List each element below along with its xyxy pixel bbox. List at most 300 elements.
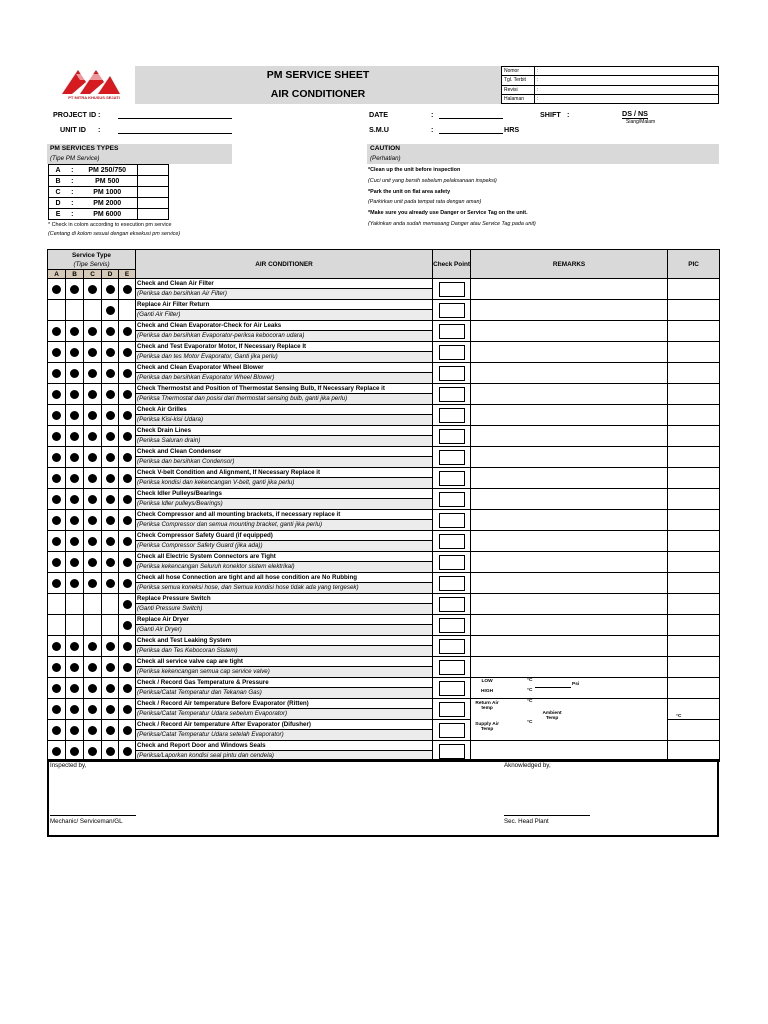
doc-info-value[interactable]: : bbox=[535, 67, 719, 76]
item-label-id: (Periksa/Catat Temperatur Udara setelah Evaporator) bbox=[136, 730, 432, 740]
service-dot-cell bbox=[66, 615, 84, 636]
service-dot-cell bbox=[119, 510, 136, 531]
required-dot-icon bbox=[70, 453, 79, 462]
shift-label: SHIFT bbox=[540, 110, 561, 119]
doc-info-value[interactable]: : bbox=[535, 94, 719, 103]
item-label: Check V-belt Condition and Alignment, If Necessary Replace it bbox=[136, 468, 432, 478]
service-dot-cell bbox=[119, 405, 136, 426]
pm-type-name: PM 250/750 bbox=[77, 165, 137, 176]
service-dot-cell bbox=[48, 531, 66, 552]
page-title: PM SERVICE SHEET bbox=[266, 69, 370, 81]
item-description bbox=[136, 636, 433, 657]
required-dot-icon bbox=[70, 285, 79, 294]
required-dot-icon bbox=[52, 495, 61, 504]
service-dot-cell bbox=[66, 447, 84, 468]
service-dot-cell bbox=[84, 363, 102, 384]
pic-cell[interactable] bbox=[668, 405, 720, 426]
pm-type-row bbox=[49, 176, 169, 187]
required-dot-icon bbox=[106, 579, 115, 588]
service-dot-cell bbox=[84, 720, 102, 741]
item-label: Check and Clean Evaporator Wheel Blower bbox=[136, 363, 432, 373]
item-label-id: (Periksa Saluran drain) bbox=[136, 436, 432, 446]
remarks-cell[interactable] bbox=[471, 279, 668, 300]
pic-cell[interactable] bbox=[668, 594, 720, 615]
item-description bbox=[136, 573, 433, 594]
required-dot-icon bbox=[70, 663, 79, 672]
table-row bbox=[48, 531, 720, 552]
colon: : bbox=[431, 125, 434, 134]
table-row bbox=[48, 657, 720, 678]
item-label-id: (Ganti Air Dryer) bbox=[136, 625, 432, 635]
item-label: Check and Test Evaporator Motor, If Necessary Replace It bbox=[136, 342, 432, 352]
item-label-id: (Periksa/Catat Temperatur Udara sebelum Evaporator) bbox=[136, 709, 432, 719]
service-dot-cell bbox=[48, 321, 66, 342]
service-dot-cell bbox=[119, 384, 136, 405]
check-point-cell bbox=[433, 342, 471, 363]
service-dot-cell bbox=[102, 594, 119, 615]
item-label: Check Air Grilles bbox=[136, 405, 432, 415]
service-dot-cell bbox=[119, 720, 136, 741]
required-dot-icon bbox=[123, 747, 132, 756]
service-dot-cell bbox=[102, 552, 119, 573]
item-label-id: (Periksa dan Tes Kebocoran Sistem) bbox=[136, 646, 432, 656]
required-dot-icon bbox=[52, 579, 61, 588]
required-dot-icon bbox=[106, 348, 115, 357]
signature-box bbox=[47, 759, 719, 837]
required-dot-icon bbox=[88, 537, 97, 546]
table-row bbox=[48, 426, 720, 447]
required-dot-icon bbox=[106, 411, 115, 420]
service-dot-cell bbox=[119, 321, 136, 342]
item-description bbox=[136, 426, 433, 447]
smu-field[interactable] bbox=[439, 125, 503, 134]
head-signature-line[interactable] bbox=[504, 815, 590, 816]
item-label: Check and Clean Air Filter bbox=[136, 279, 432, 289]
pic-cell[interactable] bbox=[668, 489, 720, 510]
remarks-cell[interactable] bbox=[471, 552, 668, 573]
pm-type-sep: : bbox=[67, 209, 77, 220]
required-dot-icon bbox=[70, 684, 79, 693]
check-point-box[interactable] bbox=[439, 639, 465, 654]
service-dot-cell bbox=[119, 594, 136, 615]
service-dot-cell bbox=[84, 636, 102, 657]
pic-cell[interactable] bbox=[668, 342, 720, 363]
pm-type-check[interactable] bbox=[137, 198, 168, 209]
required-dot-icon bbox=[106, 369, 115, 378]
required-dot-icon bbox=[123, 348, 132, 357]
required-dot-icon bbox=[123, 642, 132, 651]
pic-cell[interactable] bbox=[668, 426, 720, 447]
required-dot-icon bbox=[70, 432, 79, 441]
check-point-box[interactable] bbox=[439, 387, 465, 402]
service-dot-cell bbox=[102, 573, 119, 594]
service-dot-cell bbox=[84, 573, 102, 594]
item-label-id: (Periksa dan bersihkan Air Filter) bbox=[136, 289, 432, 299]
unit-id-field[interactable] bbox=[118, 125, 232, 134]
item-description bbox=[136, 279, 433, 300]
item-description bbox=[136, 531, 433, 552]
head-label: Sec. Head Plant bbox=[504, 818, 549, 825]
pic-cell[interactable] bbox=[668, 657, 720, 678]
check-point-box[interactable] bbox=[439, 366, 465, 381]
required-dot-icon bbox=[52, 726, 61, 735]
item-label-id: (Periksa/Catat Temperatur dan Tekanan Gas) bbox=[136, 688, 432, 698]
check-point-cell bbox=[433, 594, 471, 615]
remarks-cell[interactable] bbox=[471, 489, 668, 510]
check-point-box[interactable] bbox=[439, 513, 465, 528]
remarks-header: REMARKS bbox=[471, 250, 668, 279]
required-dot-icon bbox=[52, 537, 61, 546]
item-description bbox=[136, 342, 433, 363]
item-label-id: (Periksa dan bersihkan Condensor) bbox=[136, 457, 432, 467]
check-point-cell bbox=[433, 447, 471, 468]
item-label: Check and Test Leaking System bbox=[136, 636, 432, 646]
required-dot-icon bbox=[88, 369, 97, 378]
required-dot-icon bbox=[123, 600, 132, 609]
table-row bbox=[48, 594, 720, 615]
service-dot-cell bbox=[102, 363, 119, 384]
pic-cell[interactable] bbox=[668, 510, 720, 531]
pm-type-check[interactable] bbox=[137, 165, 168, 176]
service-dot-cell bbox=[66, 300, 84, 321]
remarks-cell[interactable] bbox=[471, 405, 668, 426]
required-dot-icon bbox=[88, 558, 97, 567]
pic-cell[interactable] bbox=[668, 720, 720, 741]
check-point-box[interactable] bbox=[439, 597, 465, 612]
service-dot-cell bbox=[84, 510, 102, 531]
pic-cell[interactable] bbox=[668, 300, 720, 321]
check-point-cell bbox=[433, 678, 471, 699]
service-dot-cell bbox=[102, 678, 119, 699]
required-dot-icon bbox=[123, 537, 132, 546]
pm-types-title: PM SERVICES TYPES bbox=[47, 144, 232, 154]
service-dot-cell bbox=[119, 342, 136, 363]
service-dot-cell bbox=[119, 447, 136, 468]
required-dot-icon bbox=[88, 453, 97, 462]
required-dot-icon bbox=[52, 348, 61, 357]
item-label-id: (Periksa Compressor Safety Guard (jika ada)) bbox=[136, 541, 432, 551]
item-description bbox=[136, 363, 433, 384]
required-dot-icon bbox=[88, 348, 97, 357]
pm-type-name: PM 2000 bbox=[77, 198, 137, 209]
item-description bbox=[136, 489, 433, 510]
required-dot-icon bbox=[123, 705, 132, 714]
pic-header: PIC bbox=[668, 250, 720, 279]
remarks-cell[interactable] bbox=[471, 678, 668, 699]
service-dot-cell bbox=[84, 531, 102, 552]
required-dot-icon bbox=[52, 411, 61, 420]
pic-cell[interactable] bbox=[668, 678, 720, 699]
unit-c: °C bbox=[527, 720, 533, 725]
project-id-label: PROJECT ID bbox=[53, 110, 97, 119]
table-row bbox=[48, 615, 720, 636]
service-dot-cell bbox=[102, 510, 119, 531]
service-dot-cell bbox=[66, 384, 84, 405]
remarks-cell[interactable] bbox=[471, 573, 668, 594]
item-label: Check / Record Gas Temperature & Pressure bbox=[136, 678, 432, 688]
check-point-box[interactable] bbox=[439, 471, 465, 486]
required-dot-icon bbox=[70, 579, 79, 588]
pic-cell[interactable] bbox=[668, 636, 720, 657]
required-dot-icon bbox=[52, 390, 61, 399]
remarks-cell[interactable] bbox=[471, 300, 668, 321]
item-label: Check all service valve cap are tight bbox=[136, 657, 432, 667]
required-dot-icon bbox=[70, 411, 79, 420]
remarks-cell[interactable] bbox=[471, 636, 668, 657]
pm-types-note-id: (Centang di kolom sesuai dengan eksekusi pm service) bbox=[48, 231, 181, 237]
check-point-box[interactable] bbox=[439, 660, 465, 675]
high-label: HIGH bbox=[481, 689, 494, 694]
check-point-box[interactable] bbox=[439, 681, 465, 696]
pm-types-table bbox=[48, 164, 169, 220]
service-dot-cell bbox=[66, 426, 84, 447]
remarks-cell[interactable] bbox=[471, 699, 682, 741]
check-point-cell bbox=[433, 426, 471, 447]
required-dot-icon bbox=[70, 369, 79, 378]
item-label-id: (Periksa dan bersihkan Evaporator Wheel Blower) bbox=[136, 373, 432, 383]
psi-label: Psi bbox=[572, 682, 580, 687]
pm-type-check[interactable] bbox=[137, 176, 168, 187]
check-point-cell bbox=[433, 321, 471, 342]
check-point-header: Check Point bbox=[433, 250, 471, 279]
service-dot-cell bbox=[102, 699, 119, 720]
check-point-cell bbox=[433, 363, 471, 384]
service-dot-cell bbox=[48, 342, 66, 363]
check-point-box[interactable] bbox=[439, 450, 465, 465]
check-point-box[interactable] bbox=[439, 576, 465, 591]
check-point-box[interactable] bbox=[439, 408, 465, 423]
service-dot-cell bbox=[48, 573, 66, 594]
required-dot-icon bbox=[70, 558, 79, 567]
item-description bbox=[136, 594, 433, 615]
service-dot-cell bbox=[84, 615, 102, 636]
remarks-cell[interactable] bbox=[471, 321, 668, 342]
check-point-box[interactable] bbox=[439, 429, 465, 444]
service-dot-cell bbox=[66, 405, 84, 426]
pic-cell[interactable] bbox=[668, 531, 720, 552]
service-dot-cell bbox=[102, 489, 119, 510]
service-dot-cell bbox=[102, 636, 119, 657]
required-dot-icon bbox=[123, 432, 132, 441]
table-row bbox=[48, 279, 720, 300]
pm-type-letter: C bbox=[49, 187, 68, 198]
item-label: Check and Clean Evaporator-Check for Air Leaks bbox=[136, 321, 432, 331]
service-dot-cell bbox=[48, 447, 66, 468]
mechanic-signature-line[interactable] bbox=[50, 815, 136, 816]
required-dot-icon bbox=[106, 495, 115, 504]
check-point-cell bbox=[433, 279, 471, 300]
remarks-cell[interactable] bbox=[471, 510, 668, 531]
required-dot-icon bbox=[106, 432, 115, 441]
table-row bbox=[48, 552, 720, 573]
service-dot-cell bbox=[102, 405, 119, 426]
check-point-box[interactable] bbox=[439, 303, 465, 318]
required-dot-icon bbox=[123, 285, 132, 294]
required-dot-icon bbox=[52, 705, 61, 714]
remarks-cell[interactable] bbox=[471, 468, 668, 489]
remarks-cell[interactable] bbox=[471, 426, 668, 447]
required-dot-icon bbox=[70, 726, 79, 735]
required-dot-icon bbox=[123, 726, 132, 735]
shift-sub: Siang/Malam bbox=[626, 119, 656, 125]
pic-cell[interactable] bbox=[668, 447, 720, 468]
check-point-box[interactable] bbox=[439, 702, 465, 717]
project-id-field[interactable] bbox=[118, 110, 232, 119]
remarks-cell[interactable] bbox=[471, 447, 668, 468]
item-description bbox=[136, 321, 433, 342]
pic-cell[interactable] bbox=[668, 573, 720, 594]
pm-type-row bbox=[49, 209, 169, 220]
pic-cell[interactable] bbox=[668, 468, 720, 489]
service-dot-cell bbox=[102, 615, 119, 636]
required-dot-icon bbox=[106, 327, 115, 336]
pm-type-check[interactable] bbox=[137, 187, 168, 198]
remarks-cell[interactable] bbox=[471, 531, 668, 552]
service-dot-cell bbox=[84, 678, 102, 699]
service-dot-cell bbox=[48, 510, 66, 531]
check-point-cell bbox=[433, 573, 471, 594]
remarks-cell[interactable] bbox=[471, 615, 668, 636]
low-label: LOW bbox=[481, 679, 493, 684]
item-label-id: (Ganti Pressure Switch) bbox=[136, 604, 432, 614]
service-dot-cell bbox=[102, 720, 119, 741]
check-point-box[interactable] bbox=[439, 723, 465, 738]
service-dot-cell bbox=[84, 657, 102, 678]
required-dot-icon bbox=[70, 516, 79, 525]
required-dot-icon bbox=[88, 726, 97, 735]
check-point-box[interactable] bbox=[439, 555, 465, 570]
required-dot-icon bbox=[123, 453, 132, 462]
check-point-cell bbox=[433, 468, 471, 489]
date-field[interactable] bbox=[439, 110, 503, 119]
service-dot-cell bbox=[102, 531, 119, 552]
table-row bbox=[48, 699, 720, 720]
check-point-box[interactable] bbox=[439, 534, 465, 549]
service-dot-cell bbox=[48, 384, 66, 405]
check-point-cell bbox=[433, 489, 471, 510]
pm-type-sep: : bbox=[67, 165, 77, 176]
service-dot-cell bbox=[84, 699, 102, 720]
required-dot-icon bbox=[88, 516, 97, 525]
required-dot-icon bbox=[88, 432, 97, 441]
service-dot-cell bbox=[84, 468, 102, 489]
required-dot-icon bbox=[52, 327, 61, 336]
pic-cell[interactable] bbox=[668, 279, 720, 300]
caution-item: *Park the unit on flat area safety bbox=[368, 189, 451, 195]
required-dot-icon bbox=[88, 327, 97, 336]
required-dot-icon bbox=[106, 453, 115, 462]
service-dot-cell bbox=[84, 405, 102, 426]
required-dot-icon bbox=[88, 285, 97, 294]
supply-air-label: Supply Air Temp bbox=[475, 722, 499, 732]
pic-cell[interactable] bbox=[668, 363, 720, 384]
service-dot-cell bbox=[66, 468, 84, 489]
service-dot-cell bbox=[84, 552, 102, 573]
remarks-cell[interactable] bbox=[471, 363, 668, 384]
remarks-cell[interactable] bbox=[471, 342, 668, 363]
service-dot-cell bbox=[84, 447, 102, 468]
required-dot-icon bbox=[88, 684, 97, 693]
required-dot-icon bbox=[123, 369, 132, 378]
required-dot-icon bbox=[123, 621, 132, 630]
doc-info-label: Halaman bbox=[502, 94, 535, 103]
check-point-box[interactable] bbox=[439, 282, 465, 297]
doc-info-value[interactable]: : bbox=[535, 85, 719, 94]
service-dot-cell bbox=[48, 405, 66, 426]
shift-value[interactable]: DS / NS bbox=[622, 109, 648, 118]
pm-type-sep: : bbox=[67, 198, 77, 209]
required-dot-icon bbox=[88, 474, 97, 483]
check-point-box[interactable] bbox=[439, 324, 465, 339]
check-point-box[interactable] bbox=[439, 744, 465, 759]
check-point-box[interactable] bbox=[439, 618, 465, 633]
doc-info-value[interactable]: : bbox=[535, 76, 719, 85]
service-dot-cell bbox=[66, 678, 84, 699]
table-row bbox=[48, 573, 720, 594]
item-description bbox=[136, 615, 433, 636]
pic-cell[interactable] bbox=[668, 384, 720, 405]
check-point-cell bbox=[433, 384, 471, 405]
item-label: Check all Electric System Connectors are Tight bbox=[136, 552, 432, 562]
service-dot-cell bbox=[102, 447, 119, 468]
item-label: Check and Report Door and Windows Seals bbox=[136, 741, 432, 751]
caution-item-id: (Cuci unit yang bersih sebelum pelaksanaan inspeksi) bbox=[368, 178, 497, 184]
required-dot-icon bbox=[52, 642, 61, 651]
service-dot-cell bbox=[102, 342, 119, 363]
title-block bbox=[135, 66, 501, 104]
pm-type-letter: D bbox=[49, 198, 68, 209]
service-dot-cell bbox=[119, 363, 136, 384]
check-point-box[interactable] bbox=[439, 345, 465, 360]
item-description bbox=[136, 699, 433, 720]
check-point-box[interactable] bbox=[439, 492, 465, 507]
service-dot-cell bbox=[119, 699, 136, 720]
service-dot-cell bbox=[66, 531, 84, 552]
pm-type-letter: A bbox=[49, 165, 68, 176]
remarks-cell[interactable] bbox=[471, 594, 668, 615]
service-dot-cell bbox=[102, 426, 119, 447]
check-point-cell bbox=[433, 405, 471, 426]
table-row bbox=[48, 384, 720, 405]
low-input[interactable] bbox=[535, 687, 571, 688]
item-label-id: (Periksa dan tes Motor Evaporator, Ganti jika perlu) bbox=[136, 352, 432, 362]
remarks-cell[interactable] bbox=[471, 657, 668, 678]
service-dot-cell bbox=[84, 594, 102, 615]
letter-header: C bbox=[84, 270, 102, 279]
pic-cell[interactable] bbox=[668, 552, 720, 573]
item-description bbox=[136, 468, 433, 489]
service-dot-cell bbox=[84, 321, 102, 342]
item-label-id: (Periksa dan bersihkan Evaporator-periksa kebocoran udara) bbox=[136, 331, 432, 341]
item-label: Check and Clean Condensor bbox=[136, 447, 432, 457]
letter-header: D bbox=[102, 270, 119, 279]
item-description bbox=[136, 510, 433, 531]
caution-item-id: (Parkirkan unit pada tempat rata dengan aman) bbox=[368, 199, 482, 205]
pic-cell[interactable] bbox=[668, 615, 720, 636]
letter-header: A bbox=[48, 270, 66, 279]
service-dot-cell bbox=[66, 489, 84, 510]
service-dot-cell bbox=[84, 426, 102, 447]
service-dot-cell bbox=[48, 678, 66, 699]
service-dot-cell bbox=[119, 573, 136, 594]
pm-type-check[interactable] bbox=[137, 209, 168, 220]
service-dot-cell bbox=[119, 426, 136, 447]
item-label: Check Compressor and all mounting brackets, if necessary replace it bbox=[136, 510, 432, 520]
required-dot-icon bbox=[106, 684, 115, 693]
remarks-cell[interactable] bbox=[471, 384, 668, 405]
pic-cell[interactable] bbox=[668, 321, 720, 342]
required-dot-icon bbox=[123, 579, 132, 588]
